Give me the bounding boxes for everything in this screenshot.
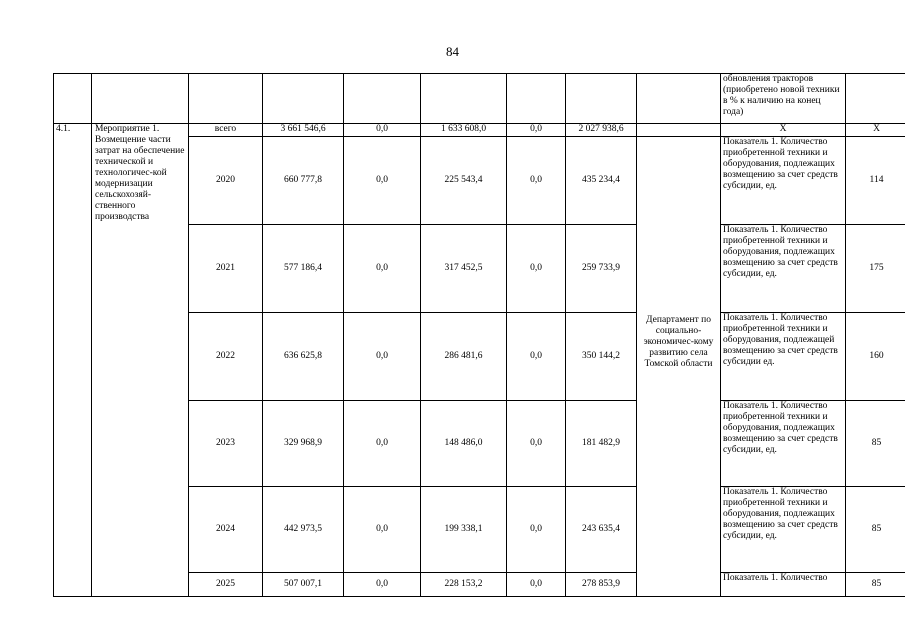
local-cell: 0,0 (507, 401, 566, 487)
indicator-cell: Показатель 1. Количество приобретенной техники и оборудования, подлежащих возмещению за счет средств субсидии, ед. (721, 401, 846, 487)
federal-cell: 0,0 (344, 124, 421, 137)
year-cell: 2024 (189, 487, 263, 573)
local-cell: 0,0 (507, 137, 566, 225)
other-cell: 350 144,2 (566, 313, 637, 401)
federal-cell: 0,0 (344, 401, 421, 487)
year-cell: 2023 (189, 401, 263, 487)
measure-number: 4.1. (54, 124, 92, 597)
other-cell: 435 234,4 (566, 137, 637, 225)
responsible-cell (637, 137, 721, 597)
total-cell: 660 777,8 (263, 137, 344, 225)
local-cell: 0,0 (507, 573, 566, 597)
total-cell: 329 968,9 (263, 401, 344, 487)
measure-description: Мероприятие 1. Возмещение части затрат на обеспечение технической и технологичес-кой модернизации сельскохозяй-ственного производства (92, 124, 189, 597)
value-cell: Х (846, 124, 905, 137)
responsible-text: Департамент по социально-экономичес-кому развитию села Томской области (643, 315, 714, 369)
indicator-cell: Показатель 1. Количество (721, 573, 846, 597)
year-cell: 2025 (189, 573, 263, 597)
continuation-row (54, 74, 905, 124)
regional-cell: 317 452,5 (421, 225, 507, 313)
indicator-cell: Показатель 1. Количество приобретенной техники и оборудования, подлежащих возмещению за счет средств субсидии, ед. (721, 137, 846, 225)
indicator-cell: Показатель 1. Количество приобретенной техники и оборудования, подлежащих возмещению за счет средств субсидии, ед. (721, 225, 846, 313)
local-cell: 0,0 (507, 487, 566, 573)
value-cell: 85 (846, 401, 905, 487)
program-table (53, 73, 905, 597)
total-cell: 636 625,8 (263, 313, 344, 401)
page-number: 84 (446, 44, 459, 59)
other-cell: 243 635,4 (566, 487, 637, 573)
value-cell: 85 (846, 487, 905, 573)
federal-cell: 0,0 (344, 137, 421, 225)
year-cell: 2020 (189, 137, 263, 225)
regional-cell: 228 153,2 (421, 573, 507, 597)
value-cell: 85 (846, 573, 905, 597)
local-cell: 0,0 (507, 225, 566, 313)
value-cell: 114 (846, 137, 905, 225)
total-row (54, 124, 905, 137)
local-cell: 0,0 (507, 313, 566, 401)
federal-cell: 0,0 (344, 573, 421, 597)
total-cell: 507 007,1 (263, 573, 344, 597)
indicator-cell: обновления тракторов (приобретено новой техники в % к наличию на конец года) (721, 74, 846, 124)
regional-cell: 286 481,6 (421, 313, 507, 401)
period-cell: всего (189, 124, 263, 137)
regional-cell: 199 338,1 (421, 487, 507, 573)
indicator-cell: Х (721, 124, 846, 137)
other-cell: 259 733,9 (566, 225, 637, 313)
local-cell: 0,0 (507, 124, 566, 137)
federal-cell: 0,0 (344, 313, 421, 401)
total-cell: 3 661 546,6 (263, 124, 344, 137)
year-cell: 2021 (189, 225, 263, 313)
federal-cell: 0,0 (344, 225, 421, 313)
value-cell: 175 (846, 225, 905, 313)
regional-cell: 1 633 608,0 (421, 124, 507, 137)
regional-cell: 225 543,4 (421, 137, 507, 225)
other-cell: 2 027 938,6 (566, 124, 637, 137)
year-cell: 2022 (189, 313, 263, 401)
regional-cell: 148 486,0 (421, 401, 507, 487)
indicator-cell: Показатель 1. Количество приобретенной техники и оборудования, подлежащих возмещению за счет средств субсидии, ед. (721, 487, 846, 573)
federal-cell: 0,0 (344, 487, 421, 573)
value-cell: 160 (846, 313, 905, 401)
total-cell: 577 186,4 (263, 225, 344, 313)
indicator-cell: Показатель 1. Количество приобретенной техники и оборудования, подлежащей возмещению за счет средств субсидии ед. (721, 313, 846, 401)
other-cell: 278 853,9 (566, 573, 637, 597)
total-cell: 442 973,5 (263, 487, 344, 573)
other-cell: 181 482,9 (566, 401, 637, 487)
